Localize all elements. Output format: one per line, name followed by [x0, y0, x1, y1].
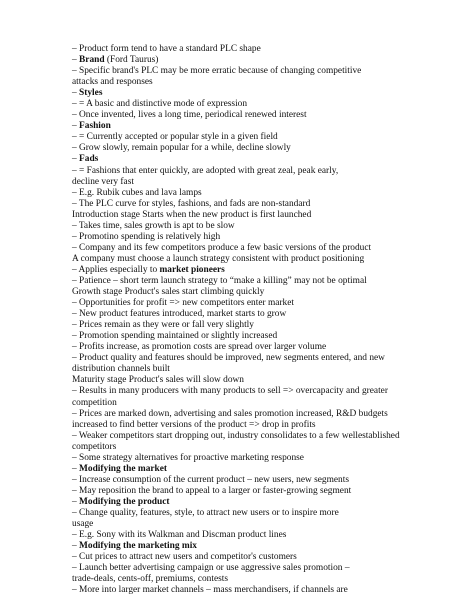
- text-line: [72, 132, 402, 143]
- text-line: [72, 331, 402, 342]
- text-segment: – Specific brand's PLC may be more erratic because of changing competitive: [72, 66, 362, 77]
- text-line: [72, 530, 402, 541]
- text-line: [72, 143, 402, 154]
- text-line: [72, 409, 402, 420]
- text-line: [72, 431, 402, 442]
- text-line: [72, 563, 402, 574]
- text-line: [72, 574, 402, 585]
- text-line: [72, 442, 402, 453]
- text-segment: – E.g. Sony with its Walkman and Discman product lines: [72, 530, 287, 541]
- text-segment: –: [72, 55, 80, 66]
- text-line: [72, 44, 402, 55]
- text-segment: – The PLC curve for styles, fashions, and fads are non-standard: [72, 198, 311, 209]
- text-line: [72, 298, 402, 309]
- text-segment: – Product quality and features should be improved, new segments entered, and new: [72, 353, 385, 364]
- text-line: [72, 364, 402, 375]
- text-line: [72, 497, 402, 508]
- text-segment: –: [72, 463, 80, 474]
- text-line: [72, 541, 402, 552]
- text-line: [72, 309, 402, 320]
- bold-heading: Styles: [79, 88, 103, 99]
- text-segment: – Company and its few competitors produce a few basic versions of the product: [72, 242, 372, 253]
- text-line: [72, 254, 402, 265]
- text-segment: – Promotino spending is relatively high: [72, 231, 221, 242]
- bold-heading: Fashion: [79, 121, 111, 132]
- bold-heading: Fads: [79, 154, 99, 165]
- text-segment: – May reposition the brand to appeal to a larger or faster-growing segment: [72, 485, 352, 496]
- text-line: [72, 486, 402, 497]
- text-segment: – Prices are marked down, advertising and sales promotion increased, R&D budgets: [72, 408, 388, 419]
- text-segment: – More into larger market channels – mass merchandisers, if channels are: [72, 585, 348, 596]
- text-line: [72, 265, 402, 276]
- text-line: [72, 77, 402, 88]
- text-segment: – Takes time, sales growth is apt to be slow: [72, 220, 235, 231]
- text-segment: – Cut prices to attract new users and competitor's customers: [72, 552, 297, 563]
- text-segment: –: [72, 88, 80, 99]
- text-line: [72, 188, 402, 199]
- text-segment: increased to find better versions of the product => drop in profits: [72, 419, 316, 430]
- text-segment: – Launch better advertising campaign or use aggressive sales promotion –: [72, 563, 350, 574]
- text-segment: usage: [72, 519, 94, 530]
- text-line: [72, 154, 402, 165]
- text-line: [72, 353, 402, 364]
- text-segment: distribution channels built: [72, 364, 170, 375]
- text-segment: – Some strategy alternatives for proactive marketing response: [72, 452, 304, 463]
- text-segment: – Weaker competitors start dropping out, industry consolidates to a few wellestablished: [72, 430, 400, 441]
- text-line: [72, 287, 402, 298]
- text-line: [72, 243, 402, 254]
- text-segment: – Grow slowly, remain popular for a while, decline slowly: [72, 143, 291, 154]
- text-line: [72, 519, 402, 530]
- text-line: [72, 121, 402, 132]
- text-line: [72, 585, 402, 596]
- text-segment: – Prices remain as they were or fall very slightly: [72, 320, 254, 331]
- text-segment: – = Currently accepted or popular style in a given field: [72, 132, 278, 143]
- text-line: [72, 177, 402, 188]
- text-line: [72, 110, 402, 121]
- text-line: [72, 453, 402, 464]
- text-segment: – Once invented, lives a long time, periodical renewed interest: [72, 110, 307, 121]
- text-line: [72, 55, 402, 66]
- text-segment: – New product features introduced, market starts to grow: [72, 309, 287, 320]
- bold-heading: Modifying the market: [79, 463, 168, 474]
- text-segment: – Change quality, features, style, to attract new users or to inspire more: [72, 507, 339, 518]
- text-line: [72, 320, 402, 331]
- text-segment: – = A basic and distinctive mode of expression: [72, 99, 248, 110]
- bold-heading: Brand: [79, 55, 105, 66]
- text-segment: Growth stage Product's sales start climbing quickly: [72, 287, 265, 298]
- text-segment: Introduction stage Starts when the new product is first launched: [72, 209, 312, 220]
- text-segment: – Opportunities for profit => new competitors enter market: [72, 298, 294, 309]
- text-line: [72, 276, 402, 287]
- text-line: [72, 210, 402, 221]
- text-line: [72, 342, 402, 353]
- text-line: [72, 375, 402, 386]
- text-segment: decline very fast: [72, 176, 134, 187]
- text-segment: – E.g. Rubik cubes and lava lamps: [72, 187, 202, 198]
- text-segment: – = Fashions that enter quickly, are adopted with great zeal, peak early,: [72, 165, 339, 176]
- text-segment: – Increase consumption of the current product – new users, new segments: [72, 474, 350, 485]
- text-segment: –: [72, 496, 80, 507]
- text-line: [72, 552, 402, 563]
- text-segment: competition: [72, 397, 117, 408]
- bold-heading: market pioneers: [159, 264, 225, 275]
- document-page: [72, 44, 402, 596]
- text-segment: –: [72, 121, 80, 132]
- text-line: [72, 199, 402, 210]
- text-line: [72, 66, 402, 77]
- text-segment: – Patience – short term launch strategy to “make a killing” may not be optimal: [72, 275, 367, 286]
- text-segment: trade-deals, cents-off, premiums, contests: [72, 574, 229, 585]
- text-segment: – Applies especially to: [72, 264, 160, 275]
- text-line: [72, 88, 402, 99]
- bold-heading: Modifying the product: [79, 496, 170, 507]
- text-line: [72, 398, 402, 409]
- text-segment: (Ford Taurus): [104, 55, 159, 66]
- bold-heading: Modifying the marketing mix: [79, 541, 197, 552]
- text-segment: A company must choose a launch strategy consistent with product positioning: [72, 253, 365, 264]
- text-segment: – Product form tend to have a standard PLC shape: [72, 44, 261, 54]
- text-segment: – Results in many producers with many products to sell => overcapacity and greater: [72, 386, 388, 397]
- text-line: [72, 420, 402, 431]
- text-segment: attacks and responses: [72, 77, 153, 88]
- text-line: [72, 99, 402, 110]
- text-line: [72, 221, 402, 232]
- text-line: [72, 464, 402, 475]
- text-segment: – Promotion spending maintained or slightly increased: [72, 331, 278, 342]
- text-segment: competitors: [72, 441, 117, 452]
- text-segment: –: [72, 154, 80, 165]
- text-segment: Maturity stage Product's sales will slow down: [72, 375, 244, 386]
- text-segment: –: [72, 541, 80, 552]
- text-line: [72, 386, 402, 397]
- text-line: [72, 232, 402, 243]
- text-line: [72, 475, 402, 486]
- text-segment: – Profits increase, as promotion costs are spread over larger volume: [72, 342, 327, 353]
- text-line: [72, 166, 402, 177]
- text-line: [72, 508, 402, 519]
